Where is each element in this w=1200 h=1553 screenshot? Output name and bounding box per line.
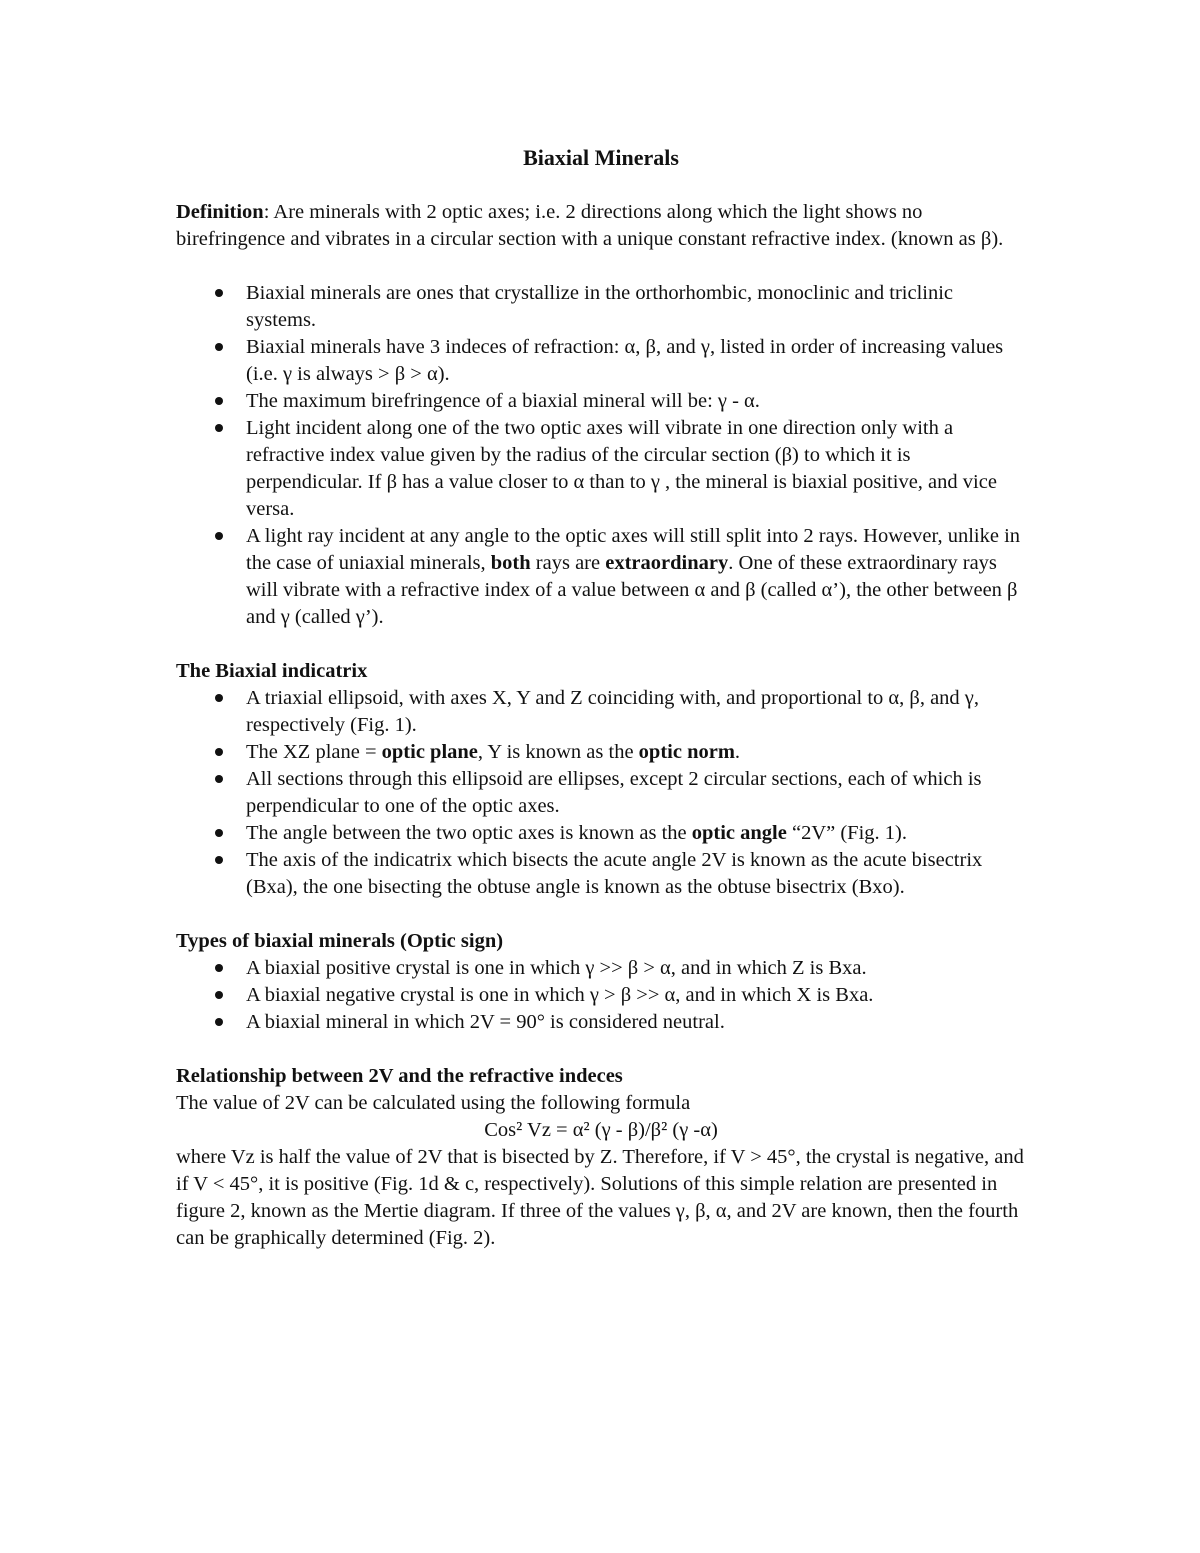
list-item: [176, 523, 1026, 631]
optic-plane-term: optic plane: [381, 741, 478, 763]
definition-label: Definition: [176, 201, 264, 223]
list-item: A biaxial mineral in which 2V = 90° is considered neutral.: [176, 1009, 1026, 1036]
document-page: [176, 143, 1026, 1279]
relationship-intro: The value of 2V can be calculated using the following formula: [176, 1092, 691, 1114]
list-item: [176, 820, 1026, 847]
xz-text-2: , Y is known as the: [477, 741, 639, 763]
formula: Cos² Vz = α² (γ - β)/β² (γ -α): [484, 1119, 718, 1141]
relationship-body: where Vz is half the value of 2V that is bisected by Z. Therefore, if V > 45°, the crystal is negative, and if V < 45°, it is positive (Fig. 1d & c, respectively). Solutions of this simple relation are presented in figure 2, known as the Mertie diagram. If three of the values γ, β, α, and 2V are known, then the fourth can be graphically determined (Fig. 2).: [176, 1146, 1024, 1249]
list-item: A biaxial positive crystal is one in which γ >> β > α, and in which Z is Bxa.: [176, 955, 1026, 982]
types-bullet-list: [176, 955, 1026, 1036]
definition-text: : Are minerals with 2 optic axes; i.e. 2 directions along which the light shows no birefringence and vibrates in a circular section with a unique constant refractive index. (known as β).: [176, 201, 1004, 250]
rays-bold-extraordinary: extraordinary: [605, 552, 729, 574]
list-item: [176, 739, 1026, 766]
spacer: [176, 631, 1026, 658]
list-item: A triaxial ellipsoid, with axes X, Y and Z coinciding with, and proportional to α, β, and γ, respectively (Fig. 1).: [176, 685, 1026, 739]
indicatrix-heading: The Biaxial indicatrix: [176, 660, 368, 682]
list-item: All sections through this ellipsoid are ellipses, except 2 circular sections, each of which is perpendicular to one of the optic axes.: [176, 766, 1026, 820]
list-item: The maximum birefringence of a biaxial mineral will be: γ - α.: [176, 388, 1026, 415]
relationship-heading: Relationship between 2V and the refractive indeces: [176, 1065, 623, 1087]
optic-angle-term: optic angle: [691, 822, 787, 844]
angle-text-1: The angle between the two optic axes is known as the: [246, 822, 692, 844]
list-item: Light incident along one of the two optic axes will vibrate in one direction only with a refractive index value given by the radius of the circular section (β) to which it is perpendicular. If β has a value closer to α than to γ , the mineral is biaxial positive, and vice versa.: [176, 415, 1026, 523]
rays-text-1: A light ray incident at any angle to the optic axes will still split into 2 rays. However, unlike in the case of uniaxial minerals,: [246, 525, 1021, 574]
xz-text-1: The XZ plane =: [246, 741, 382, 763]
spacer: [176, 1036, 1026, 1063]
page-title: Biaxial Minerals: [523, 145, 679, 170]
rays-text-3: . One of these extraordinary rays will vibrate with a refractive index of a value between α and β (called α’), the other between β and γ (called γ’).: [246, 552, 1018, 628]
intro-bullet-list: [176, 280, 1026, 631]
list-item: The axis of the indicatrix which bisects the acute angle 2V is known as the acute bisectrix (Bxa), the one bisecting the obtuse angle is known as the obtuse bisectrix (Bxo).: [176, 847, 1026, 901]
indicatrix-bullet-list: [176, 685, 1026, 901]
types-heading: Types of biaxial minerals (Optic sign): [176, 930, 504, 952]
angle-text-2: “2V” (Fig. 1).: [786, 822, 907, 844]
list-item: A biaxial negative crystal is one in which γ > β >> α, and in which X is Bxa.: [176, 982, 1026, 1009]
optic-norm-term: optic norm: [638, 741, 735, 763]
rays-bold-both: both: [490, 552, 531, 574]
definition-paragraph: [176, 199, 1026, 253]
xz-text-3: .: [734, 741, 741, 763]
list-item: Biaxial minerals have 3 indeces of refraction: α, β, and γ, listed in order of increasing values (i.e. γ is always > β > α).: [176, 334, 1026, 388]
list-item: Biaxial minerals are ones that crystallize in the orthorhombic, monoclinic and triclinic systems.: [176, 280, 1026, 334]
rays-text-2: rays are: [530, 552, 606, 574]
spacer: [176, 901, 1026, 928]
